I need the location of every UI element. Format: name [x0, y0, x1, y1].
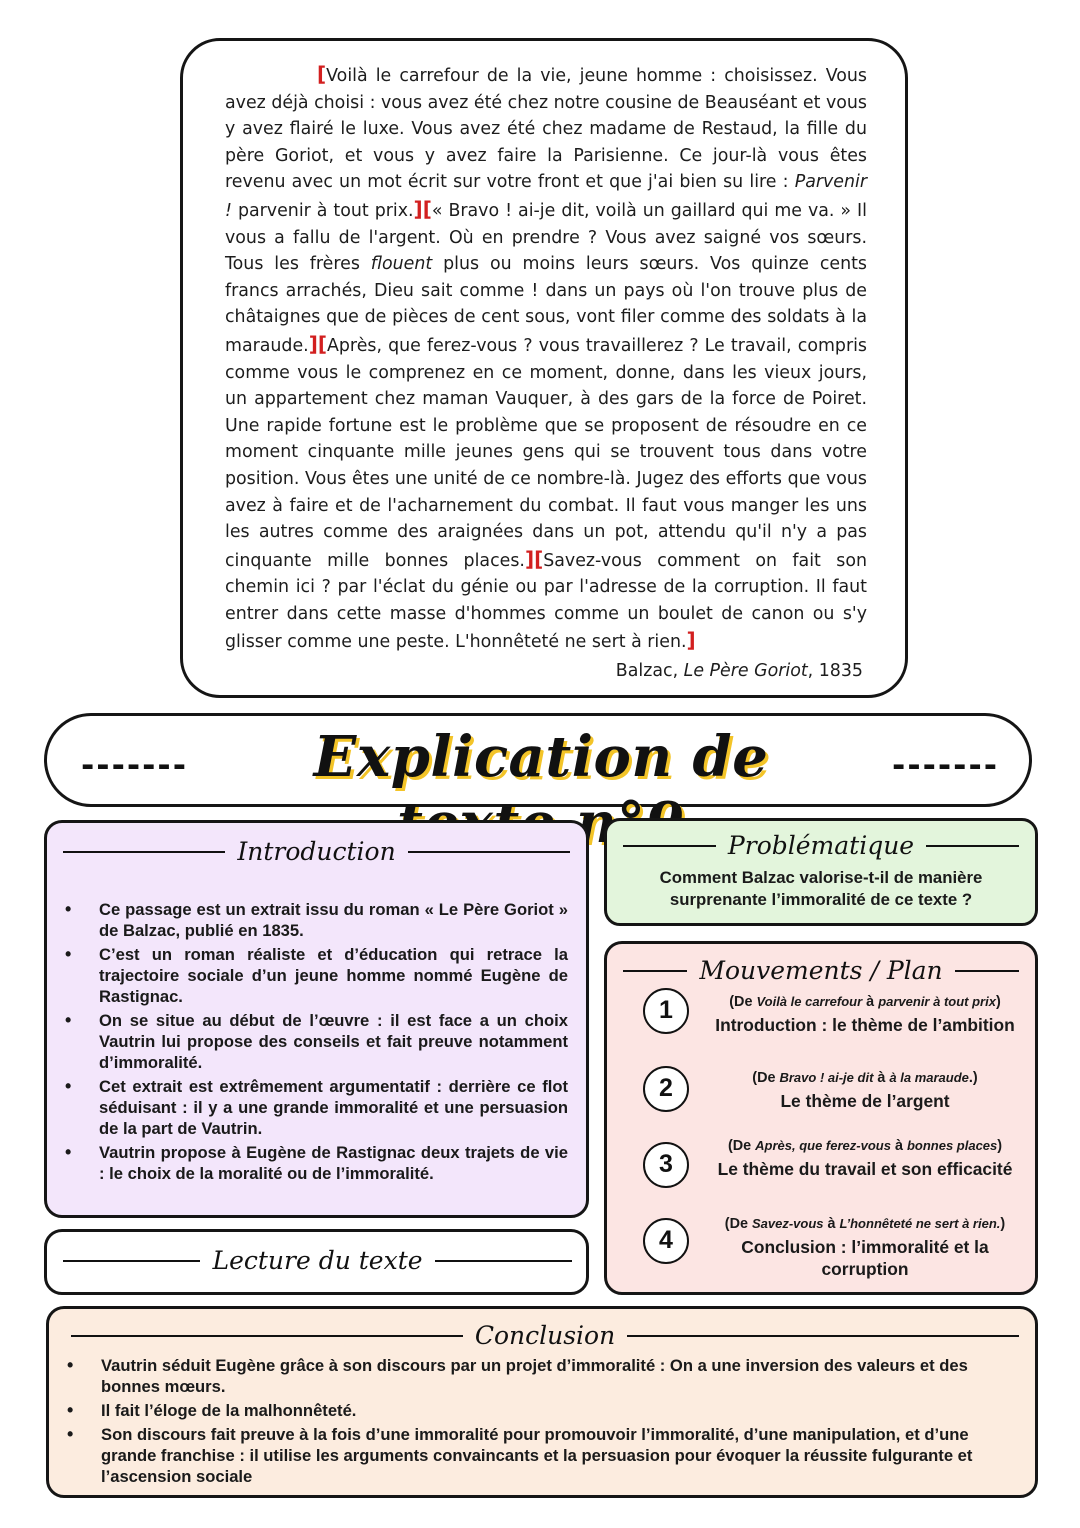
- extract-segment-2: parvenir à tout prix.: [231, 200, 414, 221]
- divider: [623, 845, 716, 847]
- bracket-mark-icon: ]: [686, 628, 696, 653]
- page-title: Explication de: [313, 724, 769, 790]
- movement-range: [707, 1070, 1023, 1086]
- divider: [63, 1260, 200, 1262]
- divider: [623, 970, 687, 972]
- list-item: • Ce passage est un extrait issu du roman « Le Père Goriot » de Balzac, publié en 1835.: [65, 899, 568, 941]
- movement-range: [707, 994, 1023, 1010]
- conclusion-heading-text: Conclusion: [474, 1321, 616, 1350]
- extract-segment-5: Après, que ferez-vous ? vous travaillerez ? Le travail, compris comme vous le comprenez en ce moment, donne, dans les vieux jours, un appartement chez maman Vauquer, à des gars de la force de Poiret. Une rapide fortune est le problème que se proposent de résoudre en ce moment cinquante mille jeunes gens qui se trouvent tous dans votre position. Vous êtes une unité de ce nombre-là. Jugez des efforts que vous avez à faire et de l'acharnement du combat. Il faut vous manger les uns les autres comme des araignées dans un pot, attendu qu'il n'y a pas cinquante mille bonnes places.: [225, 335, 867, 571]
- list-item: • Vautrin propose à Eugène de Rastignac deux trajets de vie : le choix de la moralité ou de l’immoralité.: [65, 1142, 568, 1184]
- bracket-mark-icon: ][: [413, 196, 432, 221]
- plan-heading-text: Mouvements / Plan: [699, 956, 943, 985]
- range-prefix: (De: [752, 1070, 780, 1086]
- list-item: • C’est un roman réaliste et d’éducation qui retrace la trajectoire sociale d’un jeune homme nommé Eugène de Rastignac.: [65, 944, 568, 1007]
- plan-panel: [604, 941, 1038, 1295]
- divider: [435, 1260, 572, 1262]
- problematique-panel: [604, 818, 1038, 926]
- conclusion-heading: [71, 1321, 1019, 1350]
- conclusion-list: [67, 1355, 1017, 1490]
- introduction-list: [65, 899, 568, 1187]
- extract-emphasis-parvenir: Parvenir !: [225, 172, 867, 221]
- source-citation: [616, 661, 863, 681]
- divider: [63, 851, 225, 853]
- extract-text: [225, 61, 867, 656]
- range-suffix: ): [997, 1138, 1003, 1154]
- range-suffix: .): [968, 1070, 978, 1086]
- range-from: Voilà le carrefour: [756, 994, 863, 1009]
- bracket-mark-icon: ][: [524, 546, 544, 571]
- range-sep: à: [862, 994, 879, 1010]
- lecture-heading-text: Lecture du texte: [212, 1246, 423, 1275]
- lecture-panel: [44, 1229, 589, 1295]
- range-from: Bravo ! ai-je dit: [779, 1070, 874, 1085]
- problematique-question: Comment Balzac valorise-t-il de manière surprenante l’immoralité de ce texte ?: [659, 868, 983, 909]
- range-to: à la maraude: [889, 1070, 969, 1085]
- extract-segment-1: Voilà le carrefour de la vie, jeune homme : choisissez. Vous avez déjà choisi : vous avez été chez notre cousine de Beauséant et vous y avez flairé le luxe. Vous avez été chez madame de Restaud, la fille du père Goriot, et vous y avez faire la Parisienne. Ce jour-là vous êtes revenu avec un mot écrit sur votre front et que j'ai bien su lire :: [225, 66, 867, 193]
- problematique-heading-text: Problématique: [727, 831, 915, 860]
- source-author: Balzac,: [615, 661, 684, 681]
- movement-range: [707, 1138, 1023, 1154]
- movement-title: Le thème de l’argent: [780, 1091, 950, 1111]
- bracket-mark-icon: [: [317, 62, 327, 86]
- introduction-heading: [63, 837, 570, 866]
- title-banner: [44, 713, 1032, 807]
- list-item: • Cet extrait est extrêmement argumentatif : derrière ce flot séduisant : il y a une grande immoralité et une persuasion de la part de Vautrin.: [65, 1076, 568, 1139]
- source-title: Le Père Goriot: [683, 661, 808, 681]
- range-to: L’honnêteté ne sert à rien.: [839, 1216, 1001, 1231]
- source-year: , 1835: [807, 661, 863, 681]
- plan-heading: [623, 956, 1019, 985]
- movement-title: Conclusion : l’immoralité et la corruption: [741, 1237, 989, 1279]
- extract-emphasis-flouent: flouent: [370, 254, 433, 275]
- list-item: • Il fait l’éloge de la malhonnêteté.: [67, 1400, 1017, 1421]
- range-to: bonnes places: [906, 1138, 998, 1153]
- range-prefix: (De: [727, 1138, 756, 1154]
- problematique-heading: [623, 831, 1019, 860]
- movement-number: 3: [643, 1142, 689, 1188]
- range-suffix: ): [995, 994, 1001, 1010]
- range-sep: à: [823, 1216, 840, 1232]
- title-dashes-left: -------: [81, 746, 188, 784]
- movement-number: 1: [643, 988, 689, 1034]
- divider: [926, 845, 1019, 847]
- list-item: • Vautrin séduit Eugène grâce à son discours par un projet d’immoralité : On a une inversion des valeurs et des bonnes mœurs.: [67, 1355, 1017, 1397]
- range-prefix: (De: [729, 994, 757, 1010]
- divider: [408, 851, 570, 853]
- list-item: • Son discours fait preuve à la fois d’une immoralité pour promouvoir l’immoralité, d’une manipulation, et d’une grande franchise : il utilise les arguments convaincants et la persuasion pour évoquer la réussite fulgurante et l’ascension sociale: [67, 1424, 1017, 1487]
- range-sep: à: [890, 1138, 907, 1154]
- range-from: Savez-vous: [751, 1216, 824, 1231]
- extract-segment-4: plus ou moins leurs sœurs. Vos quinze cents francs arrachés, Dieu sait comme ! dans un pays où l'on trouve plus de châtaignes que de pièces de cent sous, vont filer comme des soldats à la maraude.: [225, 254, 867, 356]
- range-prefix: (De: [724, 1216, 752, 1232]
- conclusion-panel: [46, 1306, 1038, 1498]
- introduction-panel: [44, 820, 589, 1218]
- movement-title: Introduction : le thème de l’ambition: [715, 1015, 1015, 1035]
- divider: [955, 970, 1019, 972]
- range-to: parvenir à tout prix: [878, 994, 996, 1009]
- extract-segment-3: « Bravo ! ai-je dit, voilà un gaillard qui me va. » Il vous a fallu de l'argent. Où en prendre ? Vous avez saigné vos sœurs. Tous les frères: [225, 200, 868, 275]
- movement-range: [707, 1216, 1023, 1232]
- bracket-mark-icon: ][: [308, 331, 327, 356]
- extract-segment-6: Savez-vous comment on fait son chemin ici ? par l'éclat du génie ou par l'adresse de la corruption. Il faut entrer dans cette masse d'hommes comme un boulet de canon ou s'y glisser comme une peste. L'honnêteté ne sert à rien.: [225, 550, 867, 653]
- movement-title: Le thème du travail et son efficacité: [717, 1159, 1013, 1179]
- list-item: • On se situe au début de l’œuvre : il est face a un choix Vautrin lui propose des conseils et fait preuve notamment d’immoralité.: [65, 1010, 568, 1073]
- divider: [71, 1335, 463, 1337]
- range-sep: à: [873, 1070, 890, 1086]
- divider: [627, 1335, 1019, 1337]
- lecture-heading: [63, 1246, 572, 1275]
- introduction-heading-text: Introduction: [237, 837, 396, 866]
- title-dashes-right: -------: [892, 746, 999, 784]
- range-suffix: ): [1000, 1216, 1006, 1232]
- movement-number: 2: [643, 1066, 689, 1112]
- movement-number: 4: [643, 1218, 689, 1264]
- range-from: Après, que ferez-vous: [755, 1138, 891, 1153]
- extract-panel: [180, 38, 908, 698]
